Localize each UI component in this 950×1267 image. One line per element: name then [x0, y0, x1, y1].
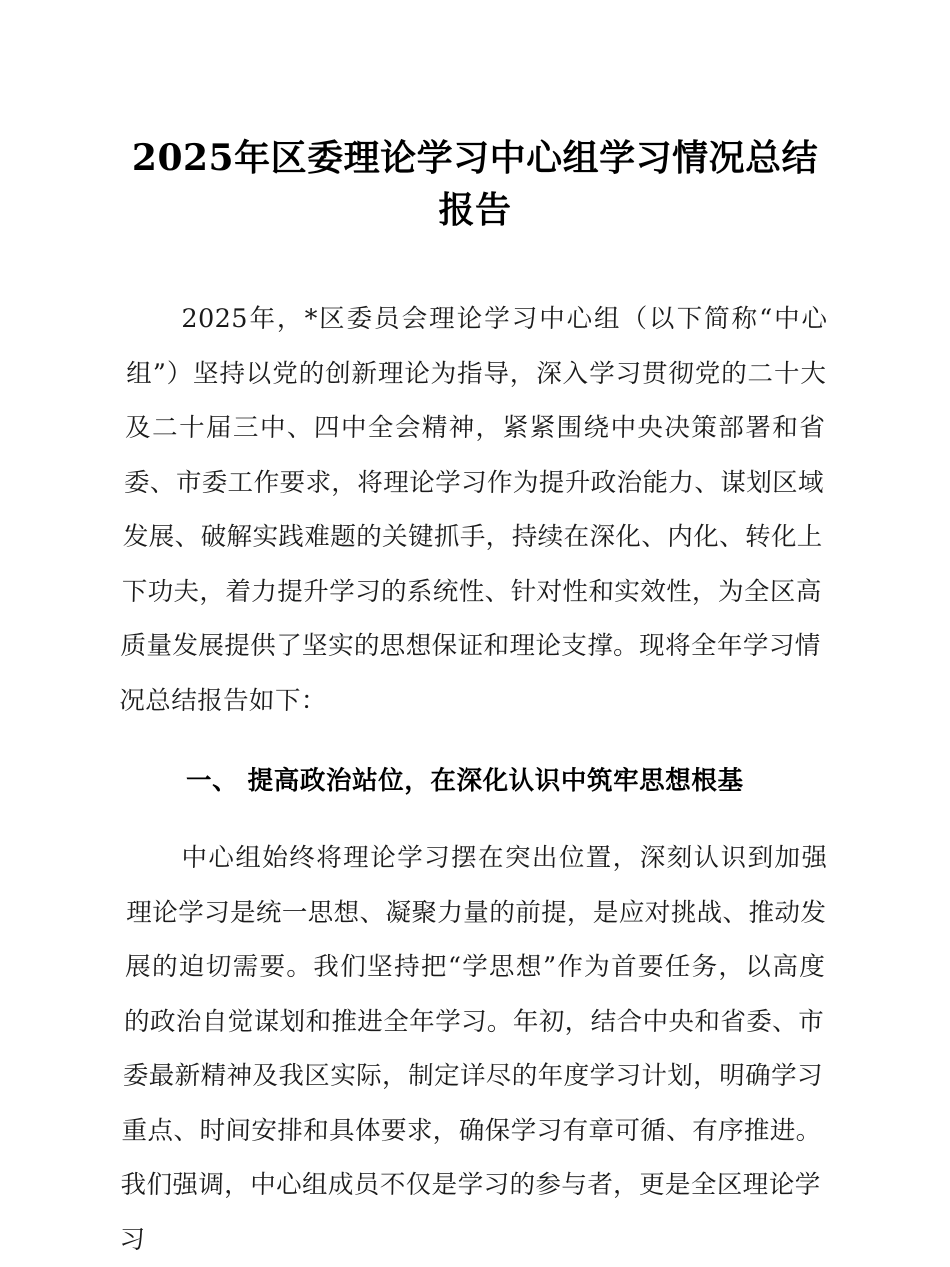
paragraph-intro: 2025年，*区委员会理论学习中心组（以下简称“中心组”）坚持以党的创新理论为指导，深入学习贯彻党的二十大及二十届三中、四中全会精神，紧紧围绕中央决策部署和省委、市委工作要求，将理论学习作为提升政治能力、谋划区域发展、破解实践难题的关键抓手，持续在深化、内化、转化上下功夫，着力提升学习的系统性、针对性和实效性，为全区高质量发展提供了坚实的思想保证和理论支撑。现将全年学习情况总结报告如下： [119, 304, 828, 716]
page-title: 2025年区委理论学习中心组学习情况总结报告 [131, 137, 819, 232]
section-heading-1: 一、 提高政治站位，在深化认识中筑牢思想根基 [186, 766, 744, 796]
paragraph-section-1-body: 中心组始终将理论学习摆在突出位置，深刻认识到加强理论学习是统一思想、凝聚力量的前提，是应对挑战、推动发展的迫切需要。我们坚持把“学思想”作为首要任务，以高度的政治自觉谋划和推进全年学习。年初，结合中央和省委、市委最新精神及我区实际，制定详尽的年度学习计划，明确学习重点、时间安排和具体要求，确保学习有章可循、有序推进。我们强调，中心组成员不仅是学习的参与者，更是全区理论学习 [119, 842, 828, 1254]
document-body [119, 292, 828, 1267]
